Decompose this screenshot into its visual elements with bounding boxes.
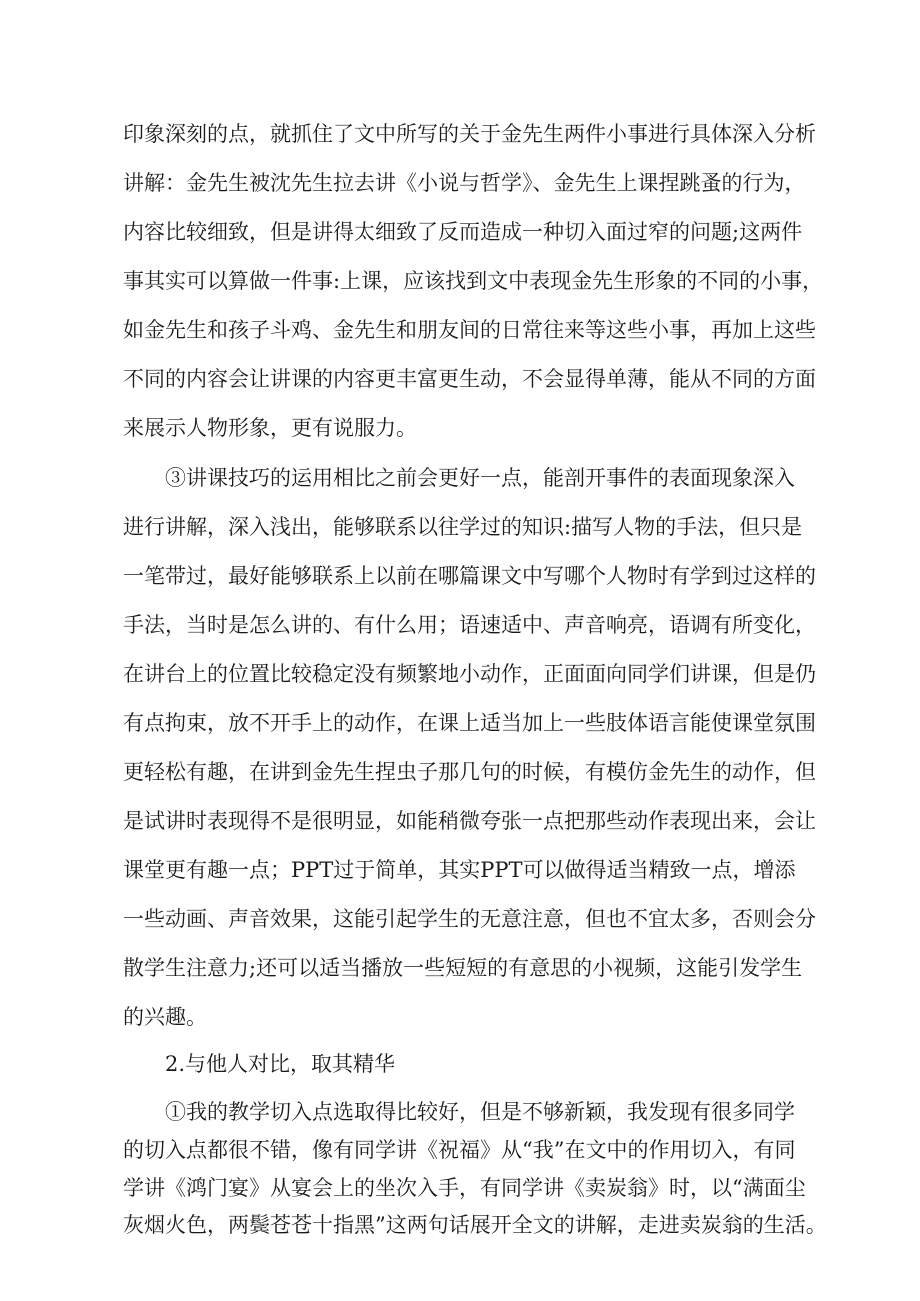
text-line: 如金先生和孩子斗鸡、金先生和朋友间的日常往来等这些小事，再加上这些 — [123, 318, 816, 342]
text-line: 不同的内容会让讲课的内容更丰富更生动，不会显得单薄，能从不同的方面 — [123, 367, 816, 391]
text-line: 一些动画、声音效果，这能引起学生的无意注意，但也不宜太多，否则会分 — [123, 907, 816, 931]
section-heading: 2.与他人对比，取其精华 — [165, 1052, 396, 1076]
text-line: 手法，当时是怎么讲的、有什么用；语速适中、声音响亮，语调有所变化， — [123, 613, 816, 637]
text-line: 是试讲时表现得不是很明显，如能稍微夸张一点把那些动作表现出来，会让 — [123, 809, 816, 833]
text-line: 散学生注意力;还可以适当播放一些短短的有意思的小视频，这能引发学生 — [123, 956, 803, 980]
text-line: 进行讲解，深入浅出，能够联系以往学过的知识:描写人物的手法，但只是 — [123, 515, 803, 539]
text-line: 的切入点都很不错，像有同学讲《祝福》从“我”在文中的作用切入，有同 — [123, 1138, 796, 1162]
text-line: 课堂更有趣一点；PPT过于简单，其实PPT可以做得适当精致一点，增添 — [123, 858, 796, 882]
text-line: 内容比较细致，但是讲得太细致了反而造成一种切入面过窄的问题;这两件 — [123, 220, 803, 244]
paragraph-start-line: ③讲课技巧的运用相比之前会更好一点，能剖开事件的表面现象深入 — [165, 466, 795, 490]
text-line: 的兴趣。 — [123, 1005, 207, 1029]
text-line: 有点拘束，放不开手上的动作，在课上适当加上一些肢体语言能使课堂氛围 — [123, 711, 816, 735]
text-line: 灰烟火色，两鬓苍苍十指黑”这两句话展开全文的讲解，走进卖炭翁的生活。 — [123, 1213, 827, 1237]
paragraph-start-line: ①我的教学切入点选取得比较好，但是不够新颖，我发现有很多同学 — [165, 1100, 795, 1124]
text-line: 印象深刻的点，就抓住了文中所写的关于金先生两件小事进行具体深入分析 — [123, 122, 816, 146]
text-line: 讲解：金先生被沈先生拉去讲《小说与哲学》、金先生上课捏跳蚤的行为， — [123, 171, 806, 195]
text-line: 事其实可以算做一件事:上课，应该找到文中表现金先生形象的不同的小事， — [123, 269, 824, 293]
text-line: 在讲台上的位置比较稳定没有频繁地小动作，正面面向同学们讲课，但是仍 — [123, 662, 816, 686]
text-line: 来展示人物形象，更有说服力。 — [123, 416, 417, 440]
text-line: 一笔带过，最好能够联系上以前在哪篇课文中写哪个人物时有学到过这样的 — [123, 564, 816, 588]
text-line: 更轻松有趣，在讲到金先生捏虫子那几句的时候，有模仿金先生的动作，但 — [123, 760, 816, 784]
text-line: 学讲《鸿门宴》从宴会上的坐次入手，有同学讲《卖炭翁》时，以“满面尘 — [123, 1176, 806, 1200]
